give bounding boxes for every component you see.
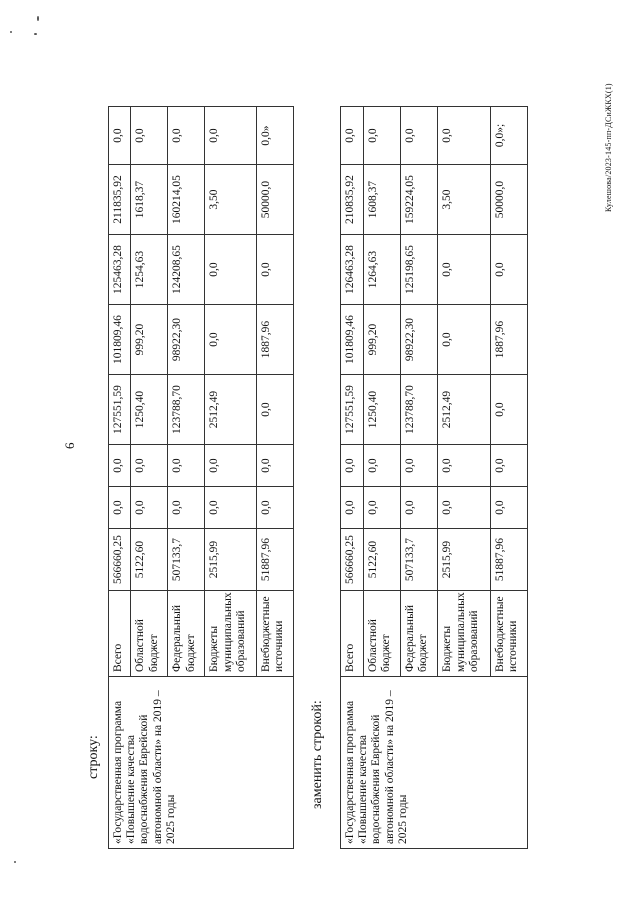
amount-cell: 0,0 — [490, 487, 527, 529]
amount-cell: 123788,70 — [401, 375, 438, 445]
amount-cell: 0,0 — [438, 445, 490, 487]
amount-cell: 0,0 — [490, 445, 527, 487]
amount-cell: 50000,0 — [256, 165, 293, 235]
amount-cell: 0,0 — [438, 487, 490, 529]
table-after — [340, 106, 528, 849]
amount-cell: 999,20 — [363, 305, 400, 375]
amount-cell: 0,0 — [256, 235, 293, 305]
amount-cell: 160214,05 — [168, 165, 205, 235]
amount-cell: 0,0 — [438, 235, 490, 305]
amount-cell: 2515,99 — [205, 529, 257, 591]
amount-cell: 2515,99 — [438, 529, 490, 591]
amount-cell: 127551,59 — [109, 375, 131, 445]
funding-source-cell: Областной бюджет — [131, 591, 168, 677]
amount-cell: 101809,46 — [341, 305, 364, 375]
amount-cell: 127551,59 — [341, 375, 364, 445]
amount-cell: 1887,96 — [490, 305, 527, 375]
table-row — [341, 107, 364, 849]
amount-cell: 0,0 — [438, 107, 490, 165]
funding-source-cell: Внебюджетные источники — [256, 591, 293, 677]
amount-cell: 0,0»; — [490, 107, 527, 165]
scan-speck — [14, 861, 16, 863]
scan-speck — [37, 16, 39, 21]
amount-cell: 125198,65 — [401, 235, 438, 305]
amount-cell: 507133,7 — [168, 529, 205, 591]
amount-cell: 566660,25 — [109, 529, 131, 591]
amount-cell: 123788,70 — [168, 375, 205, 445]
amount-cell: 0,0 — [131, 107, 168, 165]
amount-cell: 0,0 — [256, 445, 293, 487]
amount-cell: 0,0 — [490, 235, 527, 305]
funding-source-cell: Внебюджетные источники — [490, 591, 527, 677]
table-row — [109, 107, 131, 849]
amount-cell: 0,0 — [363, 445, 400, 487]
amount-cell: 566660,25 — [341, 529, 364, 591]
amount-cell: 1608,37 — [363, 165, 400, 235]
amount-cell: 0,0 — [109, 487, 131, 529]
amount-cell: 0,0» — [256, 107, 293, 165]
footer-code: Кулешова/2023-145-пп-ДСиЖКХ(1) — [604, 83, 613, 212]
amount-cell: 101809,46 — [109, 305, 131, 375]
amount-cell: 98922,30 — [401, 305, 438, 375]
amount-cell: 159224,05 — [401, 165, 438, 235]
amount-cell: 1618,37 — [131, 165, 168, 235]
amount-cell: 0,0 — [109, 445, 131, 487]
funding-source-cell: Федеральный бюджет — [401, 591, 438, 677]
amount-cell: 507133,7 — [401, 529, 438, 591]
amount-cell: 50000,0 — [490, 165, 527, 235]
page-number: 6 — [62, 442, 77, 449]
program-name-cell: «Государственная программа «Повышение качества водоснабжения Еврейской автономной области» на 2019 – 2025 годы — [341, 677, 528, 849]
amount-cell: 2512,49 — [205, 375, 257, 445]
amount-cell: 1887,96 — [256, 305, 293, 375]
amount-cell: 0,0 — [131, 487, 168, 529]
funding-source-cell: Федеральный бюджет — [168, 591, 205, 677]
amount-cell: 0,0 — [401, 487, 438, 529]
scan-speck — [10, 31, 12, 33]
funding-source-cell: Всего — [109, 591, 131, 677]
amount-cell: 0,0 — [205, 235, 257, 305]
amount-cell: 0,0 — [256, 487, 293, 529]
amount-cell: 0,0 — [401, 445, 438, 487]
label-after: заменить строкой: — [310, 700, 325, 809]
funding-source-cell: Бюджеты муниципальных образований — [205, 591, 257, 677]
amount-cell: 0,0 — [341, 445, 364, 487]
table-before — [108, 106, 294, 849]
amount-cell: 126463,28 — [341, 235, 364, 305]
amount-cell: 0,0 — [490, 375, 527, 445]
amount-cell: 5122,60 — [363, 529, 400, 591]
amount-cell: 125463,28 — [109, 235, 131, 305]
table-after-body — [341, 107, 528, 849]
scan-speck — [34, 33, 37, 35]
funding-source-cell: Бюджеты муниципальных образований — [438, 591, 490, 677]
amount-cell: 0,0 — [205, 107, 257, 165]
funding-source-cell: Всего — [341, 591, 364, 677]
amount-cell: 51887,96 — [256, 529, 293, 591]
amount-cell: 0,0 — [205, 305, 257, 375]
amount-cell: 3,50 — [205, 165, 257, 235]
amount-cell: 0,0 — [131, 445, 168, 487]
amount-cell: 5122,60 — [131, 529, 168, 591]
amount-cell: 0,0 — [341, 487, 364, 529]
amount-cell: 210835,92 — [341, 165, 364, 235]
amount-cell: 3,50 — [438, 165, 490, 235]
amount-cell: 0,0 — [341, 107, 364, 165]
amount-cell: 98922,30 — [168, 305, 205, 375]
label-before: строку: — [86, 735, 101, 779]
amount-cell: 1254,63 — [131, 235, 168, 305]
amount-cell: 2512,49 — [438, 375, 490, 445]
amount-cell: 124208,65 — [168, 235, 205, 305]
table-before-body — [109, 107, 294, 849]
program-name-cell: «Государственная программа «Повышение качества водоснабжения Еврейской автономной области» на 2019 – 2025 годы — [109, 677, 294, 849]
amount-cell: 0,0 — [256, 375, 293, 445]
amount-cell: 999,20 — [131, 305, 168, 375]
amount-cell: 1250,40 — [363, 375, 400, 445]
amount-cell: 51887,96 — [490, 529, 527, 591]
amount-cell: 0,0 — [168, 445, 205, 487]
amount-cell: 1264,63 — [363, 235, 400, 305]
amount-cell: 0,0 — [401, 107, 438, 165]
amount-cell: 0,0 — [363, 487, 400, 529]
amount-cell: 0,0 — [438, 305, 490, 375]
amount-cell: 211835,92 — [109, 165, 131, 235]
funding-source-cell: Областной бюджет — [363, 591, 400, 677]
amount-cell: 1250,40 — [131, 375, 168, 445]
amount-cell: 0,0 — [205, 445, 257, 487]
amount-cell: 0,0 — [363, 107, 400, 165]
amount-cell: 0,0 — [168, 487, 205, 529]
amount-cell: 0,0 — [109, 107, 131, 165]
amount-cell: 0,0 — [205, 487, 257, 529]
amount-cell: 0,0 — [168, 107, 205, 165]
